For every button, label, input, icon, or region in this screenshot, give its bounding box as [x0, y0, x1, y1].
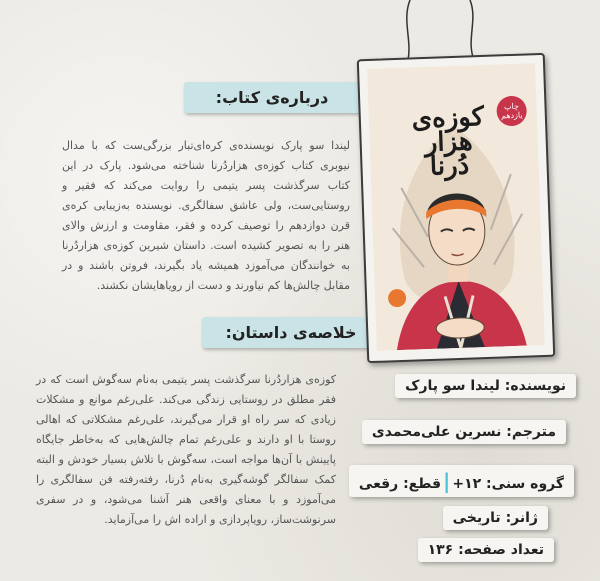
summary-section-title: خلاصه‌ی داستان:: [202, 317, 380, 348]
cover-title-line-2: هزار: [424, 126, 474, 159]
translator-label: مترجم: نسرین علی‌محمدی: [362, 420, 566, 444]
summary-paragraph: کوزه‌ی هزاردُرنا سرگذشت پسر یتیمی به‌نام سه‌گوش است که در فقر مطلق در روستایی زندگی می‌کند. علی‌رغم موانع و مشکلات زیادی که سر راه او قرار می‌گیرند، علی‌رغم مشکلاتی که اهالی روستا با او دارند و علی‌رغم تمام چالش‌هایی که به‌خاطر جایگاه پایینش با آن‌ها مواجه است، سه‌گوش با تلاش بسیار خودش و البته کمک سفالگر گوشه‌گیری به‌نام دُرنا، رفته‌رفته فن سفالگری را می‌آموزد و با معنای واقعی هنر آشنا می‌شود، و در سفری سرنوشت‌ساز، رویاپردازی و اراده اش را می‌آزماید.: [36, 373, 336, 526]
about-section-title: درباره‌ی کتاب:: [184, 82, 360, 113]
age-format-label: [349, 465, 574, 497]
separator-bar: |: [443, 469, 451, 493]
cover-title: [402, 101, 494, 182]
cover-title-line-3: دُرنا: [429, 150, 470, 182]
format-text: قطع: رقعی: [358, 476, 442, 492]
age-group-text: گروه سنی: ۱۲+: [452, 476, 564, 492]
genre-label: ژانر: تاریخی: [443, 506, 548, 530]
cover-title-line-1: کوزه‌ی: [411, 101, 485, 135]
author-label: نویسنده: لیندا سو پارک: [395, 374, 576, 398]
book-cover: [367, 63, 545, 351]
publisher-logo: چاپ یازدهم: [496, 95, 527, 126]
book-card: [357, 53, 555, 363]
about-paragraph: لیندا سو پارک نویسنده‌ی کره‌ای‌تبار بزرگی‌ست که با مدال نیوبری کتاب کوزه‌ی هزاردُرنا شناخته می‌شود. پارک در این کتاب سرگذشت پسر یتیمی را روایت می‌کند که فقیر و روستایی‌ست، ولی عاشق سفالگری. نویسنده به‌زیبایی کره‌ی قرن دوازدهم را توصیف کرده و فقر، مقاومت و ارزش والای هنر را به تصویر کشیده است. داستان شیرین کوزه‌ی هزاردُرنا به خوانندگان می‌آموزد همیشه یاد بگیرند، فروتن باشند و در مقابل چالش‌ها کم نیاورند و دست از رویاهایشان نکشند.: [62, 139, 350, 292]
page-count-label: تعداد صفحه: ۱۳۶: [418, 538, 554, 562]
